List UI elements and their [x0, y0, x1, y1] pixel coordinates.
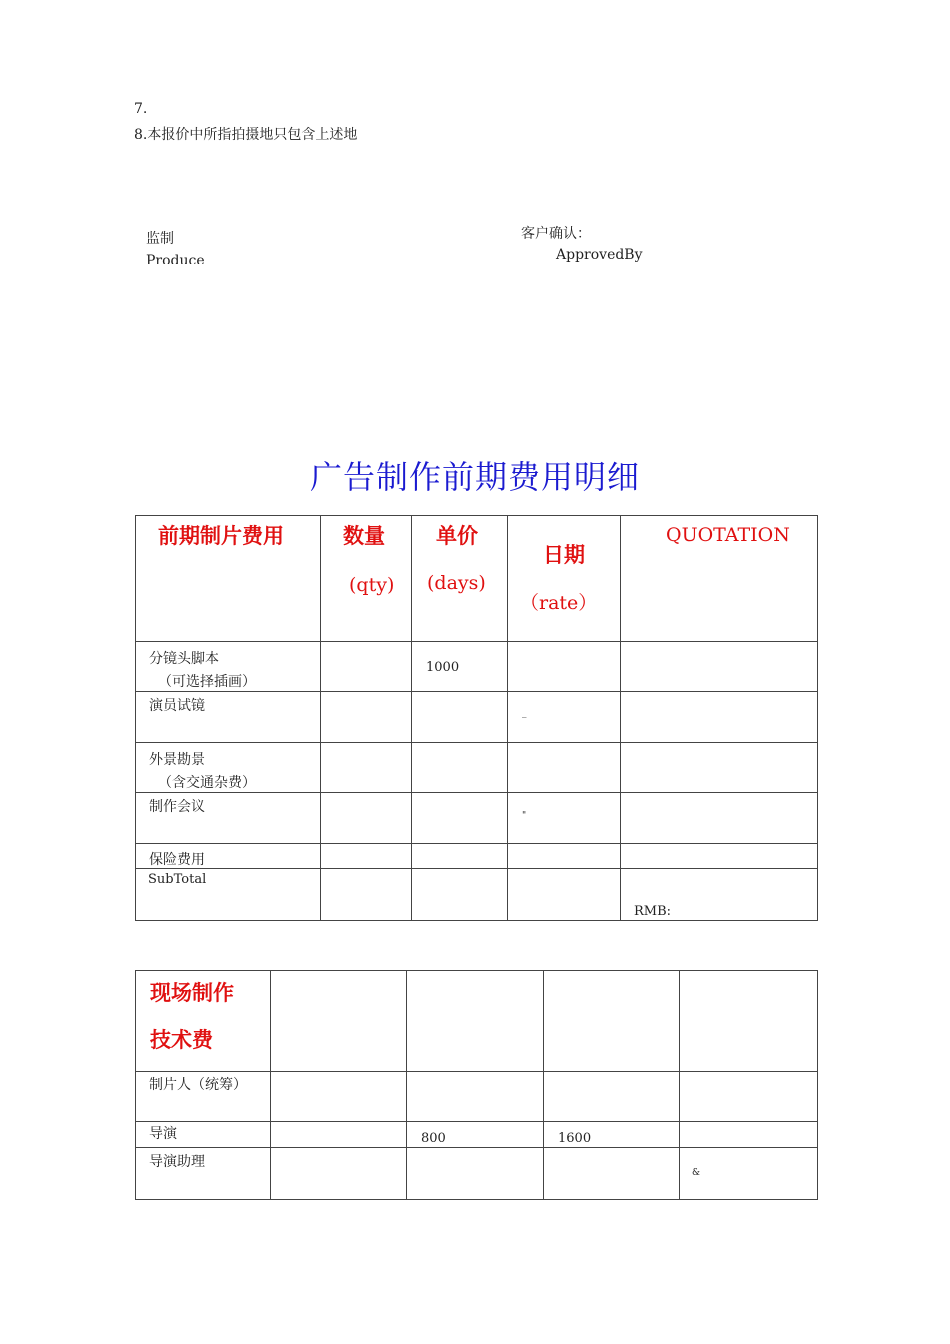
producer-en-clip — [146, 252, 205, 264]
header-category-cell — [136, 516, 321, 642]
row-price: 1000 — [426, 660, 460, 675]
header-quotation: QUOTATION — [666, 524, 790, 546]
header-price-en: (days) — [427, 572, 486, 594]
header-qty-cn: 数量 — [343, 524, 385, 548]
header-price-cell — [412, 516, 508, 642]
client-confirm-label: 客户确认： — [521, 226, 591, 242]
row-name: 导演助理 — [149, 1154, 205, 1170]
client-approved-by-label: ApprovedBy — [556, 247, 643, 263]
header-qty-cell — [321, 516, 412, 642]
row-sub: （含交通杂费） — [158, 775, 256, 791]
row-name: 分镜头脚本 — [149, 651, 219, 667]
table-row — [136, 793, 818, 844]
producer-en-label: Produce — [146, 253, 205, 264]
table-row — [136, 1072, 818, 1122]
header-date-cn: 日期 — [543, 543, 585, 567]
row-name: 演员试镜 — [149, 698, 205, 714]
table-header-row — [136, 516, 818, 642]
note-item-7: 7. — [134, 101, 148, 117]
producer-label: 监制 — [146, 231, 174, 247]
row-value-c5: & — [692, 1168, 701, 1178]
header-date-en: （rate） — [520, 592, 598, 614]
row-name: 外景勘景 — [149, 752, 205, 768]
row-value-c4: 1600 — [558, 1131, 592, 1146]
table-header-row — [136, 971, 818, 1072]
pre-production-table — [135, 515, 818, 921]
table-row — [136, 1122, 818, 1148]
header-quotation-cell — [621, 516, 818, 642]
table-row — [136, 743, 818, 793]
table-row — [136, 1148, 818, 1200]
header-date-cell — [508, 516, 621, 642]
row-date: _ — [522, 708, 527, 718]
table-row — [136, 692, 818, 743]
header-line-1: 现场制作 — [150, 981, 234, 1005]
row-name: 保险费用 — [149, 852, 205, 868]
note-item-8: 8.本报价中所指拍摄地只包含上述地 — [134, 127, 358, 143]
on-site-production-table — [135, 970, 818, 1200]
row-value-c3: 800 — [421, 1131, 446, 1146]
row-name: 制片人（统筹） — [149, 1077, 247, 1093]
table-row — [136, 844, 818, 869]
header-line-2: 技术费 — [150, 1028, 213, 1052]
page-title: 广告制作前期费用明细 — [309, 458, 640, 496]
header-category: 前期制片费用 — [158, 524, 284, 548]
header-price-cn: 单价 — [436, 524, 478, 548]
rmb-label: RMB: — [634, 904, 672, 919]
row-name: 制作会议 — [149, 799, 205, 815]
row-date: " — [522, 811, 527, 821]
subtotal-label: SubTotal — [148, 872, 207, 887]
row-sub: （可选择插画） — [158, 674, 256, 690]
subtotal-row — [136, 869, 818, 921]
header-qty-en: (qty) — [349, 574, 395, 596]
table-row — [136, 642, 818, 692]
row-name: 导演 — [149, 1126, 177, 1142]
